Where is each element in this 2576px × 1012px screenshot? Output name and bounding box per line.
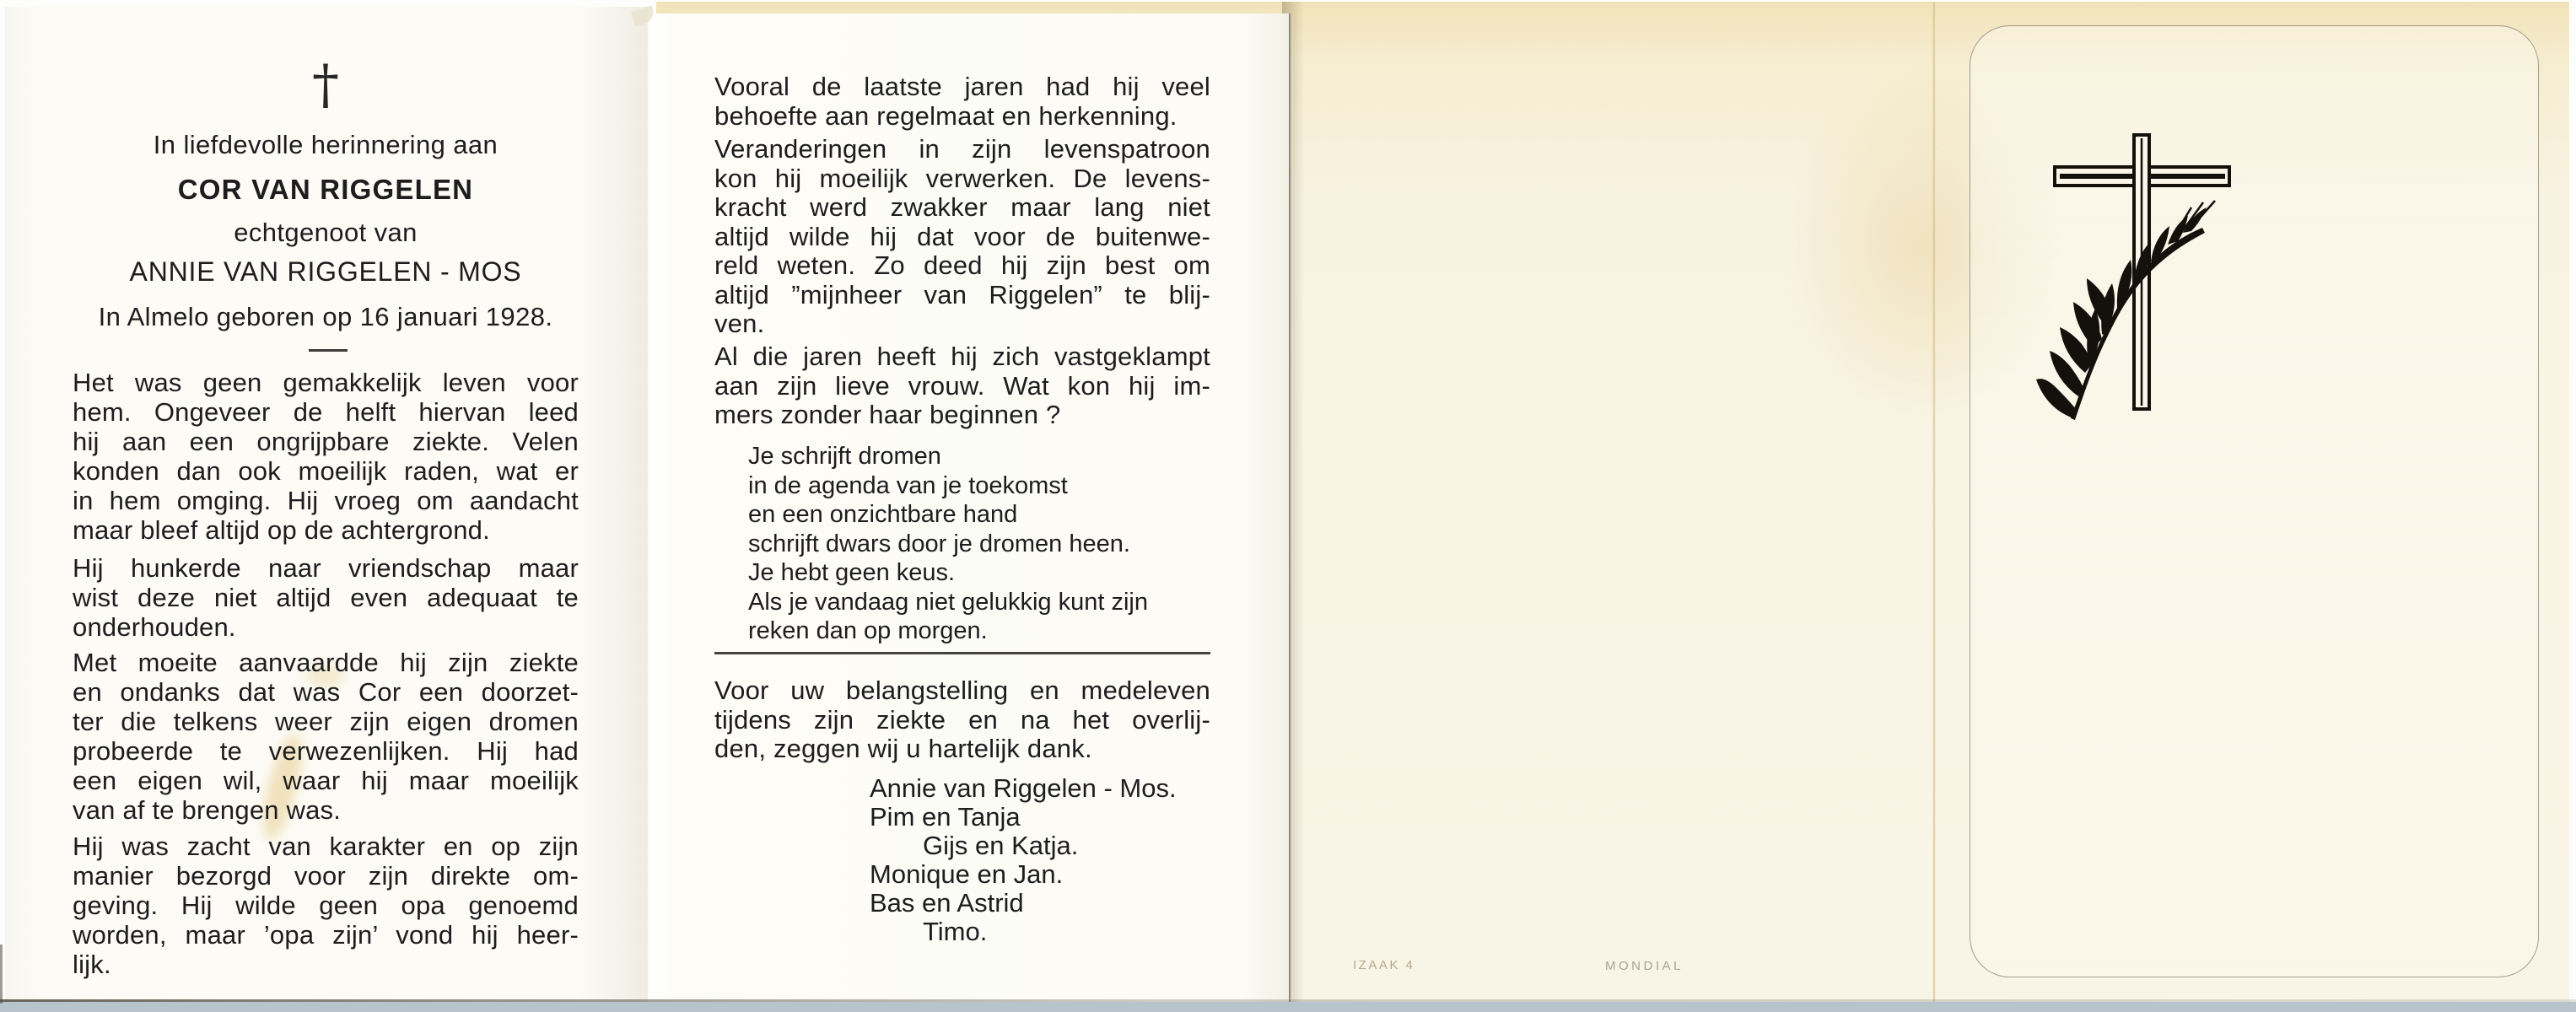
- family-names-block: [870, 774, 1210, 946]
- text-line: en ondanks dat was Cor een doorzet-: [73, 677, 579, 707]
- text-line: onderhouden.: [73, 612, 236, 642]
- thanks-paragraph: [714, 676, 1210, 764]
- deceased-name: COR VAN RIGGELEN: [177, 174, 474, 205]
- text-line: een eigen wil, waar hij maar moeilijk: [73, 766, 579, 795]
- text-line: Bas en Astrid: [870, 888, 1024, 918]
- text-line: manier bezorgd voor zijn direkte om-: [73, 861, 579, 891]
- text-line: tijdens zijn ziekte en na het overlij-: [714, 704, 1210, 735]
- fold-crease: [1932, 2, 1936, 1002]
- cross-and-branch-illustration: [2006, 83, 2259, 437]
- inside-left-page: [5, 7, 648, 1002]
- text-line: kon hij moeilijk verwerken. De levens-: [714, 163, 1210, 193]
- text-line: Annie van Riggelen - Mos.: [870, 773, 1177, 803]
- inside-right-page: [651, 13, 1291, 1002]
- text-line: altijd wilde hij dat voor de buitenwe-: [714, 221, 1210, 251]
- section-divider-dash: [309, 349, 348, 352]
- panel2-paragraph-1: [714, 73, 1210, 131]
- text-line: in hem omging. Hij vroeg om aandacht: [73, 486, 579, 515]
- text-line: Pim en Tanja: [870, 802, 1021, 832]
- relation-line: echtgenoot van: [234, 218, 418, 247]
- text-line: Veranderingen in zijn levenspatroon: [714, 134, 1210, 164]
- text-line: Je hebt geen keus.: [748, 559, 956, 586]
- text-line: reld weten. Zo deed hij zijn best om: [714, 250, 1210, 280]
- text-line: lijk.: [73, 950, 111, 979]
- text-line: ter die telkens weer zijn eigen dromen: [73, 707, 579, 736]
- text-line: reken dan op morgen.: [748, 617, 988, 644]
- text-line: wist deze niet altijd even adequaat te: [73, 583, 579, 612]
- text-line: Je schrijft dromen: [748, 443, 941, 470]
- text-line: hem. Ongeveer de helft hiervan leed: [73, 397, 579, 427]
- text-line: worden, maar ’opa zijn’ vond hij heer-: [73, 920, 579, 950]
- text-line: Met moeite aanvaardde hij zijn ziekte: [73, 648, 579, 677]
- dagger-icon: †: [312, 54, 339, 116]
- section-divider-rule: [714, 652, 1210, 654]
- text-line: behoefte aan regelmaat en herkenning.: [714, 100, 1178, 131]
- scanner-background-strip: [0, 1002, 2576, 1012]
- wheat-branch: [2036, 201, 2215, 420]
- text-line: en een onzichtbare hand: [748, 501, 1018, 528]
- text-line: Timo.: [923, 917, 988, 946]
- panel2-paragraph-3: [714, 342, 1210, 430]
- paper-left-edge: [0, 945, 3, 1004]
- panel1-paragraph-2: [73, 553, 579, 642]
- panel2-paragraph-2: [714, 135, 1210, 339]
- text-line: mers zonder haar beginnen ?: [714, 400, 1061, 429]
- text-line: Het was geen gemakkelijk leven voor: [73, 368, 579, 397]
- text-line: altijd ”mijnheer van Riggelen” te blij-: [714, 279, 1210, 310]
- text-line: kracht werd zwakker maar lang niet: [714, 192, 1210, 222]
- text-line: in de agenda van je toekomst: [748, 471, 1068, 499]
- panel1-text-column: [73, 7, 579, 1002]
- text-line: maar bleef altijd op de achtergrond.: [73, 515, 490, 545]
- text-line: Monique en Jan.: [870, 859, 1064, 889]
- text-line: schrijft dwars door je dromen heen.: [748, 530, 1130, 557]
- panel1-paragraph-1: [73, 368, 579, 545]
- printer-mark-izaak: IZAAK 4: [1353, 958, 1415, 972]
- birth-line: In Almelo geboren op 16 januari 1928.: [98, 302, 553, 331]
- text-line: Gijs en Katja.: [923, 831, 1079, 860]
- printer-mark-mondial: MONDIAL: [1605, 959, 1684, 973]
- text-line: Als je vandaag niet gelukkig kunt zijn: [748, 588, 1148, 616]
- text-line: konden dan ook moeilijk raden, wat er: [73, 456, 579, 486]
- poem-block: [748, 442, 1210, 646]
- spouse-name: ANNIE VAN RIGGELEN - MOS: [129, 256, 522, 287]
- text-line: Voor uw belangstelling en medeleven: [714, 676, 1210, 705]
- text-line: aan zijn lieve vrouw. Wat kon hij im-: [714, 370, 1210, 401]
- text-line: ven.: [714, 309, 765, 338]
- text-line: Vooral de laatste jaren had hij veel: [714, 72, 1210, 101]
- text-line: den, zeggen wij u hartelijk dank.: [714, 734, 1092, 763]
- text-line: Al die jaren heeft hij zich vastgeklampt: [714, 342, 1210, 371]
- panel1-paragraph-4: [73, 832, 579, 979]
- panel1-paragraph-3: [73, 648, 579, 825]
- text-line: probeerde te verwezenlijken. Hij had: [73, 736, 579, 766]
- text-line: Hij hunkerde naar vriendschap maar: [73, 553, 579, 583]
- text-line: Hij was zacht van karakter en op zijn: [73, 832, 579, 861]
- panel2-text-column: [714, 13, 1210, 1002]
- text-line: hij aan een ongrijpbare ziekte. Velen: [73, 427, 579, 456]
- memorial-intro-line: In liefdevolle herinnering aan: [153, 130, 498, 159]
- text-line: van af te brengen was.: [73, 795, 342, 825]
- text-line: geving. Hij wilde geen opa genoemd: [73, 891, 579, 920]
